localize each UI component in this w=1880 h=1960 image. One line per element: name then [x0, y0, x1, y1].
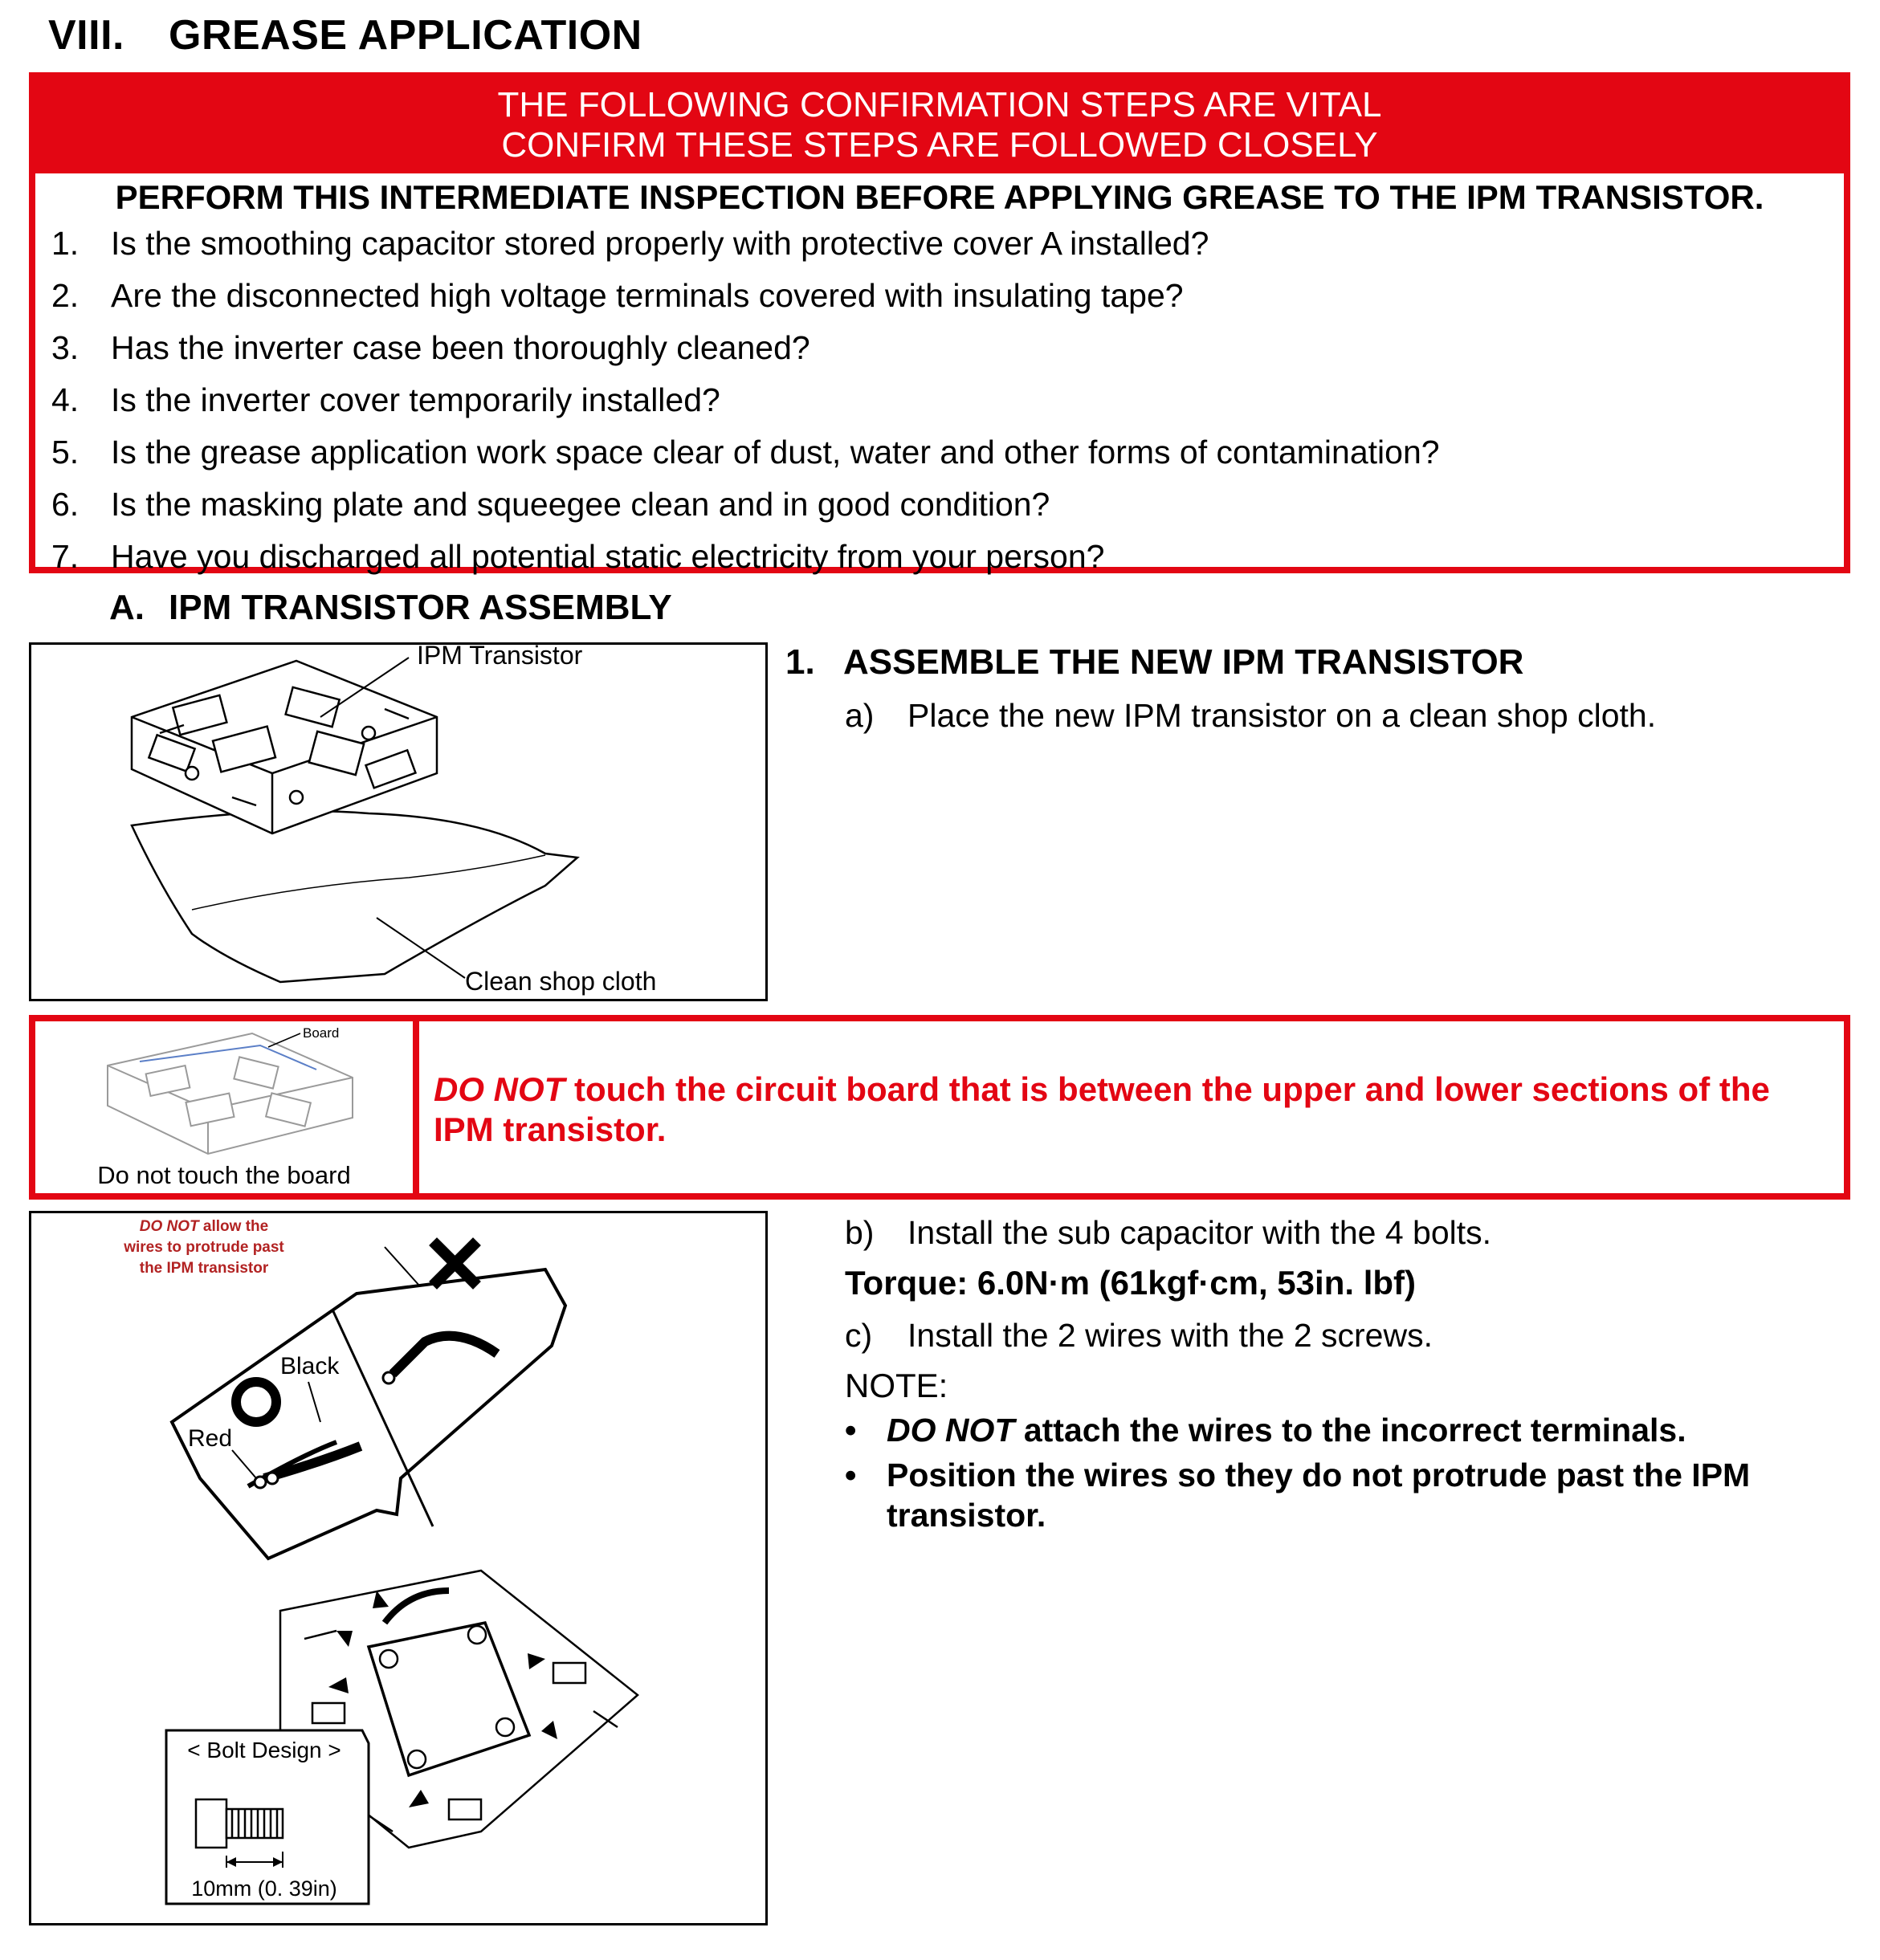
section-title — [48, 11, 642, 59]
checklist-item-number: 5. — [51, 434, 80, 471]
note-item-emphasis: DO NOT — [887, 1412, 1015, 1449]
step-c — [845, 1317, 1433, 1355]
section-title-text: GREASE APPLICATION — [169, 12, 642, 59]
checklist-item-number: 6. — [51, 486, 80, 523]
checklist-item-text: Is the inverter cover temporarily installed? — [111, 381, 720, 418]
confirmation-header — [35, 79, 1844, 173]
checklist-item — [51, 378, 1440, 430]
ipm-transistor-body — [132, 661, 437, 833]
checklist-item — [51, 483, 1440, 535]
checklist-item-text: Is the masking plate and squeegee clean and in good condition? — [111, 486, 1050, 523]
callout-line1 — [140, 1218, 268, 1235]
subsection-title: IPM TRANSISTOR ASSEMBLY — [169, 588, 672, 627]
step-b-text: Install the sub capacitor with the 4 bolts. — [907, 1214, 1492, 1251]
checklist-item — [51, 430, 1440, 483]
section-number: VIII. — [48, 12, 124, 59]
bullet-icon: • — [845, 1457, 857, 1493]
detail-callout-frame — [172, 1269, 565, 1559]
torque-spec: Torque: 6.0N·m (61kgf·cm, 53in. lbf) — [845, 1264, 1416, 1302]
do-not-touch-board-figure — [35, 1021, 419, 1193]
subsection-heading — [109, 588, 672, 628]
checklist-item-text: Is the grease application work space clear of dust, water and other forms of contamination? — [111, 434, 1440, 471]
warning-emphasis: DO NOT — [434, 1070, 565, 1108]
ipm-transistor-drawing — [31, 645, 765, 999]
note-item — [845, 1455, 1849, 1535]
step-1-number: 1. — [785, 642, 815, 682]
checklist-item — [51, 326, 1440, 378]
checklist-item — [51, 535, 1440, 587]
checklist-item-text: Is the smoothing capacitor stored properly with protective cover A installed? — [111, 225, 1209, 262]
note-item-text: Position the wires so they do not protrude past the IPM transistor. — [887, 1457, 1751, 1534]
bolt-design-title: < Bolt Design > — [187, 1738, 341, 1762]
board-caption: Do not touch the board — [97, 1161, 351, 1189]
step-a — [845, 697, 1656, 735]
checklist-item-number: 1. — [51, 225, 80, 262]
note-heading: NOTE: — [845, 1367, 948, 1404]
inspection-instruction: PERFORM THIS INTERMEDIATE INSPECTION BEFORE APPLYING GREASE TO THE IPM TRANSISTOR. — [115, 178, 1764, 216]
confirmation-header-line1: THE FOLLOWING CONFIRMATION STEPS ARE VITAL — [497, 85, 1382, 124]
step-c-text: Install the 2 wires with the 2 screws. — [907, 1317, 1433, 1354]
checklist-item-text: Have you discharged all potential static electricity from your person? — [111, 538, 1105, 575]
figure-sub-capacitor — [29, 1211, 768, 1925]
checklist-item-number: 4. — [51, 381, 80, 418]
callout-line2: wires to protrude past — [124, 1239, 284, 1256]
board-drawing — [35, 1021, 413, 1193]
checklist-item-text: Are the disconnected high voltage terminals covered with insulating tape? — [111, 277, 1184, 314]
note-item-text: attach the wires to the incorrect terminals. — [1014, 1412, 1686, 1449]
board-label: Board — [303, 1025, 340, 1041]
warning-text — [434, 1070, 1831, 1150]
step-1-heading — [785, 642, 1523, 683]
shop-cloth-label: Clean shop cloth — [465, 967, 657, 996]
step-b — [845, 1214, 1491, 1252]
subsection-letter: A. — [109, 588, 145, 627]
red-wire-label: Red — [188, 1425, 233, 1452]
callout-emphasis: DO NOT — [139, 1218, 199, 1235]
checklist-item-text: Has the inverter case been thoroughly cleaned? — [111, 329, 810, 366]
black-wire-label: Black — [280, 1353, 340, 1379]
warning-body: touch the circuit board that is between the upper and lower sections of the IPM transistor. — [434, 1070, 1770, 1148]
step-a-letter: a) — [845, 697, 875, 734]
checklist-item — [51, 222, 1440, 274]
bullet-icon: • — [845, 1412, 857, 1449]
sub-capacitor-drawing — [31, 1213, 765, 1923]
shop-cloth-shape — [132, 811, 577, 982]
ipm-transistor-label: IPM Transistor — [417, 645, 583, 670]
figure-ipm-on-cloth — [29, 642, 768, 1001]
confirmation-header-line2: CONFIRM THESE STEPS ARE FOLLOWED CLOSELY — [501, 125, 1378, 165]
callout-line3: the IPM transistor — [139, 1260, 269, 1277]
checklist-item — [51, 274, 1440, 326]
warning-box — [29, 1015, 1850, 1200]
step-c-letter: c) — [845, 1317, 873, 1354]
step-b-letter: b) — [845, 1214, 875, 1251]
confirmation-box — [29, 72, 1850, 573]
incorrect-x-icon — [437, 1245, 473, 1282]
checklist-item-number: 7. — [51, 538, 80, 575]
checklist-item-number: 2. — [51, 277, 80, 314]
note-item — [845, 1410, 1849, 1450]
checklist-item-number: 3. — [51, 329, 80, 366]
callout-rest: allow the — [198, 1218, 269, 1235]
step-a-text: Place the new IPM transistor on a clean shop cloth. — [907, 697, 1657, 734]
bolt-size-label: 10mm (0. 39in) — [191, 1876, 337, 1901]
ipm-board-illustration — [108, 1033, 353, 1154]
note-list — [845, 1410, 1849, 1540]
inspection-checklist — [51, 222, 1440, 587]
step-1-title: ASSEMBLE THE NEW IPM TRANSISTOR — [843, 642, 1524, 682]
